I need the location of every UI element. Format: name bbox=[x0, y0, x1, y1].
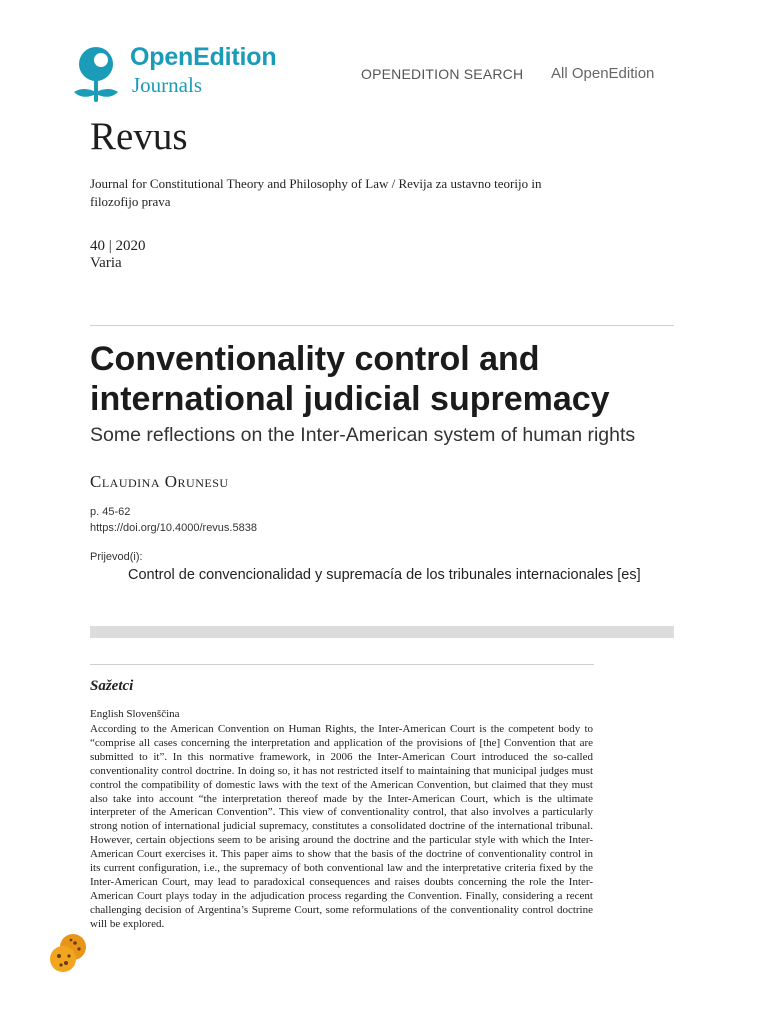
openedition-journals-logo[interactable] bbox=[72, 40, 302, 106]
article-doi-link[interactable]: https://doi.org/10.4000/revus.5838 bbox=[90, 522, 257, 534]
article-subtitle: Some reflections on the Inter-American system of human rights bbox=[90, 424, 636, 446]
all-openedition-link[interactable]: All OpenEdition bbox=[551, 65, 655, 82]
abstract-text: According to the American Convention on Human Rights, the Inter-American Court is the competent body to “comprise all cases concerning the interpretation and application of the provisions of [the] Convention that are submitted to it”. In this normative framework, in 2006 the Inter-American Court introduced the so-called conventionality control doctrine. In doing so, it has not restricted itself to maintaining that municipal judges must control the compatibility of domestic laws with the text of the American Convention, but claimed that they must also take into account “the interpretation thereof made by the Inter-American Court, which is the ultimate interpreter of the American Convention”. This view of conventionality control, that also involves a particularly strong notion of international judicial supremacy, constitutes a consolidated doctrine of the international tribunal. However, certain objections seem to be arising around the doctrine and the particular style with which the Inter-American Court exercises it. This paper aims to show that the basis of the doctrine of conventionality control in its current configuration, i.e., the supremacy of both conventional law and the interpretative criteria fixed by the Inter-American Court, may lead to paradoxical consequences and raises doubts concerning the role the Inter-American Court plays today in the adjudication process regarding the Convention. Finally, considering a recent challenging decision of Argentina’s Supreme Court, some reformulations of the conventionality control doctrine will be explored. bbox=[90, 723, 593, 930]
article-author[interactable]: Claudina Orunesu bbox=[90, 472, 229, 491]
issue-info bbox=[90, 238, 146, 272]
openedition-flower-icon bbox=[72, 42, 124, 104]
translation-link[interactable]: Control de convencionalidad y supremacía de los tribunales internacionales [es] bbox=[128, 567, 641, 583]
article-pages: p. 45-62 bbox=[90, 506, 131, 518]
article-title: Conventionality control and international judicial supremacy bbox=[90, 340, 610, 418]
toolbar-placeholder bbox=[90, 626, 674, 638]
abstracts-heading: Sažetci bbox=[90, 678, 134, 694]
divider bbox=[90, 325, 674, 326]
logo-subtitle: Journals bbox=[132, 73, 202, 97]
translations-label: Prijevod(i): bbox=[90, 551, 143, 563]
logo-title: OpenEdition bbox=[130, 43, 277, 71]
language-link-slovenscina[interactable]: Slovenščina bbox=[126, 708, 180, 720]
openedition-search-link[interactable]: OPENEDITION SEARCH bbox=[361, 66, 524, 82]
abstract-language-switcher bbox=[90, 708, 180, 720]
language-link-english[interactable]: English bbox=[90, 708, 124, 720]
cookie-icon[interactable] bbox=[48, 932, 88, 974]
divider bbox=[90, 664, 594, 665]
issue-number[interactable]: 40 | 2020 bbox=[90, 238, 146, 254]
issue-section[interactable]: Varia bbox=[90, 255, 122, 271]
journal-title[interactable]: Revus bbox=[90, 115, 188, 158]
journal-description: Journal for Constitutional Theory and Philosophy of Law / Revija za ustavno teorijo in filozofijo prava bbox=[90, 176, 542, 209]
